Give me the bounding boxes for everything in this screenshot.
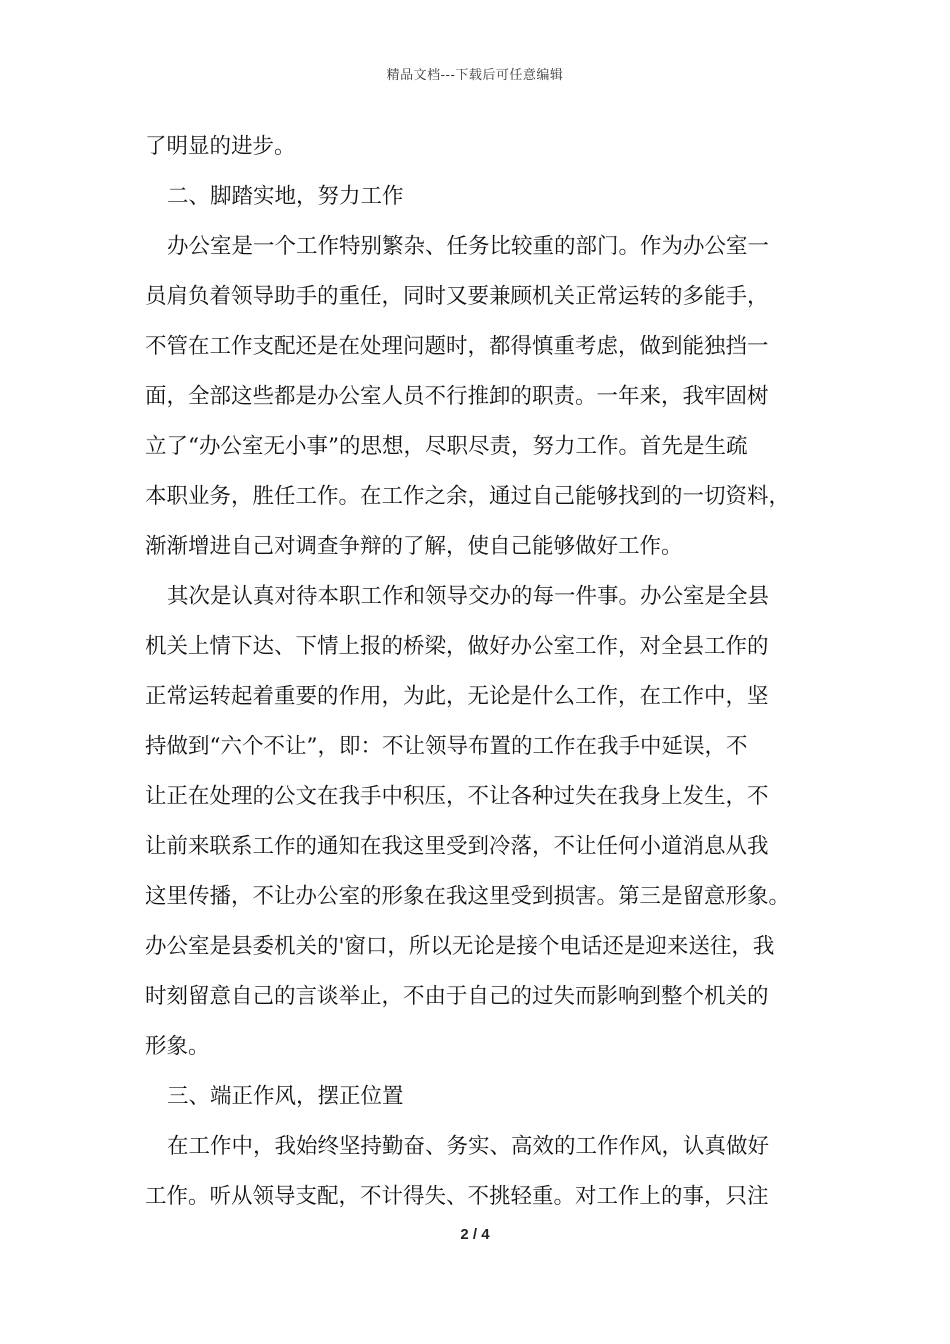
paragraph-start-line: 办公室是一个工作特别繁杂、任务比较重的部门。作为办公室一: [167, 234, 770, 259]
body-line: 面，全部这些都是办公室人员不行推卸的职责。一年来，我牢固树: [145, 384, 769, 409]
section-heading: 三、端正作风，摆正位置: [167, 1084, 404, 1109]
body-line: 不管在工作支配还是在处理问题时，都得慎重考虑，做到能独挡一: [145, 334, 769, 359]
body-line: 形象。: [145, 1034, 210, 1059]
paragraph-start-line: 其次是认真对待本职工作和领导交办的每一件事。办公室是全县: [167, 584, 770, 609]
body-line: 立了“办公室无小事”的思想，尽职尽责，努力工作。首先是生疏: [145, 434, 748, 459]
body-line: 时刻留意自己的言谈举止，不由于自己的过失而影响到整个机关的: [145, 984, 769, 1009]
body-line: 员肩负着领导助手的重任，同时又要兼顾机关正常运转的多能手，: [145, 284, 769, 309]
body-line: 了明显的进步。: [145, 134, 296, 159]
body-line: 让前来联系工作的通知在我这里受到冷落，不让任何小道消息从我: [145, 834, 769, 859]
page-number: 2 / 4: [460, 1226, 490, 1243]
paragraph-start-line: 在工作中，我始终坚持勤奋、务实、高效的工作作风，认真做好: [167, 1134, 770, 1159]
body-line: 这里传播，不让办公室的形象在我这里受到损害。第三是留意形象。: [145, 884, 791, 909]
body-line: 办公室是县委机关的'窗口，所以无论是接个电话还是迎来送往，我: [145, 934, 775, 959]
body-line: 机关上情下达、下情上报的桥梁，做好办公室工作，对全县工作的: [145, 634, 769, 659]
document-body: [145, 122, 825, 1222]
body-line: 渐渐增进自己对调查争辩的了解，使自己能够做好工作。: [145, 534, 683, 559]
page-header: 精品文档---下载后可任意编辑: [386, 68, 564, 83]
body-line: 让正在处理的公文在我手中积压，不让各种过失在我身上发生，不: [145, 784, 769, 809]
body-line: 正常运转起着重要的作用，为此，无论是什么工作，在工作中，坚: [145, 684, 769, 709]
body-line: 本职业务，胜任工作。在工作之余，通过自己能够找到的一切资料，: [145, 484, 791, 509]
body-line: 持做到“六个不让”，即：不让领导布置的工作在我手中延误，不: [145, 734, 748, 759]
section-heading: 二、脚踏实地，努力工作: [167, 184, 404, 209]
body-line: 工作。听从领导支配，不计得失、不挑轻重。对工作上的事，只注: [145, 1184, 769, 1209]
